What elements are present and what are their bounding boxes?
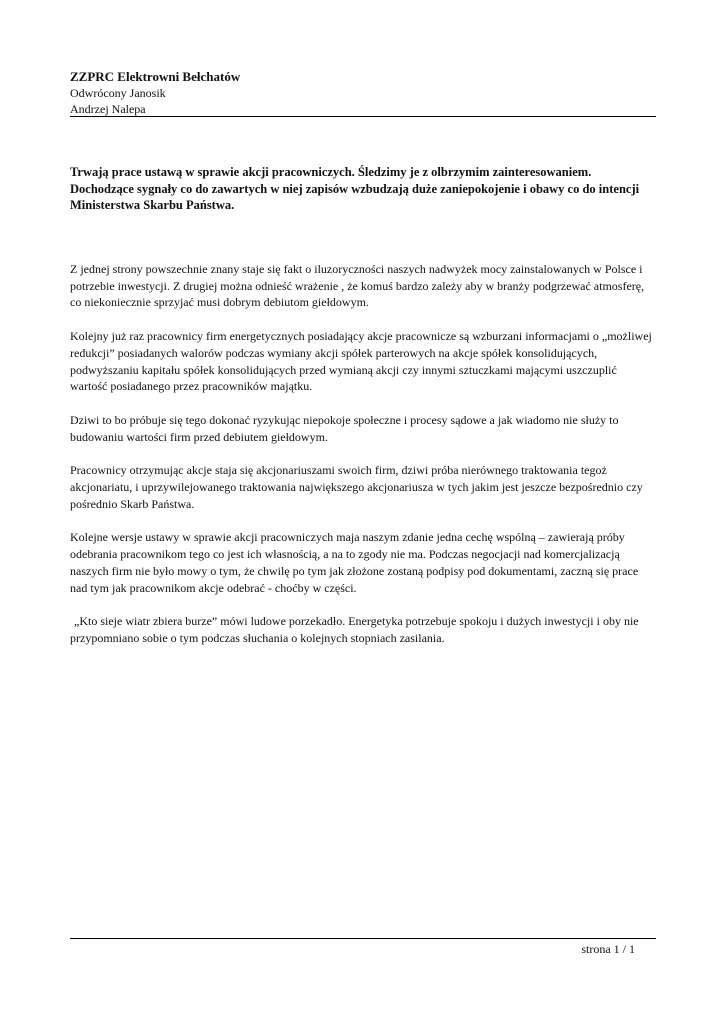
body-paragraph-3: Dziwi to bo próbuje się tego dokonać ryzykując niepokoje społeczne i procesy sądowe a jak wiadomo nie służy to budowaniu wartości firm przed debiutem giełdowym. <box>70 412 619 444</box>
header-divider <box>70 116 656 117</box>
body-paragraph-6: „Kto sieje wiatr zbiera burze” mówi ludowe porzekadło. Energetyka potrzebuje spokoju i dużych inwestycji i oby nie przypomniano sobie o tym podczas słuchania o kolejnych stopniach zasilania. <box>70 614 639 645</box>
body-paragraph-1: Z jednej strony powszechnie znany staje się fakt o iluzoryczności naszych nadwyżek mocy zainstalowanych w Polsce i potrzebie inwestycji. Z drugiej można odnieść wrażenie , że komuś bardzo zależy aby w branży podgrzewać atmosferę, co niekoniecznie sprzyjać musi dobrym debiutom giełdowym. <box>70 262 645 310</box>
footer-divider <box>70 938 656 939</box>
lead-paragraph: Trwają prace ustawą w sprawie akcji pracowniczych. Śledzimy je z olbrzymim zainteresowaniem. Dochodzące sygnały co do zawartych w niej zapisów wzbudzają duże zaniepokojenie i obawy co do intencji Ministerstwa Skarbu Państwa. <box>70 165 640 212</box>
author-name: Andrzej Nalepa <box>70 102 146 116</box>
body-paragraph-4: Pracownicy otrzymując akcje staja się akcjonariuszami swoich firm, dziwi próba nierównego traktowania tegoż akcjonariatu, i uprzywilejowanego traktowania największego akcjonariusza w tych jakim jest jeszcze bezpośrednio czy pośrednio Skarb Państwa. <box>70 463 643 511</box>
body-paragraph-2: Kolejny już raz pracownicy firm energetycznych posiadający akcje pracownicze są wzburzani informacjami o „możliwej redukcji” posiadanych walorów podczas wymiany akcji spółek parterowych na akcje spółek konsolidujących, podwyższaniu kapitału spółek konsolidujących przed wymianą akcji czy innymi sztuczkami mającymi uszczuplić wartość posiadanego przez pracowników majątku. <box>70 329 652 394</box>
page-number: strona 1 / 1 <box>581 942 635 956</box>
body-paragraph-5: Kolejne wersje ustawy w sprawie akcji pracowniczych maja naszym zdanie jedna cechę wspólną – zawierają próby odebrania pracownikom tego co jest ich własnością, a na to zgody nie ma. Podczas negocjacji nad komercjalizacją naszych firm nie było mowy o tym, że chwilę po tym jak złożone zostaną podpisy pod dokumentami, zaczną się prace nad tym jak pracownikom akcje odebrać - choćby w części. <box>70 530 639 595</box>
article-title: Odwrócony Janosik <box>70 86 166 100</box>
document-header <box>70 68 656 117</box>
article-body <box>70 261 656 664</box>
organization-name: ZZPRC Elektrowni Bełchatów <box>70 69 241 84</box>
